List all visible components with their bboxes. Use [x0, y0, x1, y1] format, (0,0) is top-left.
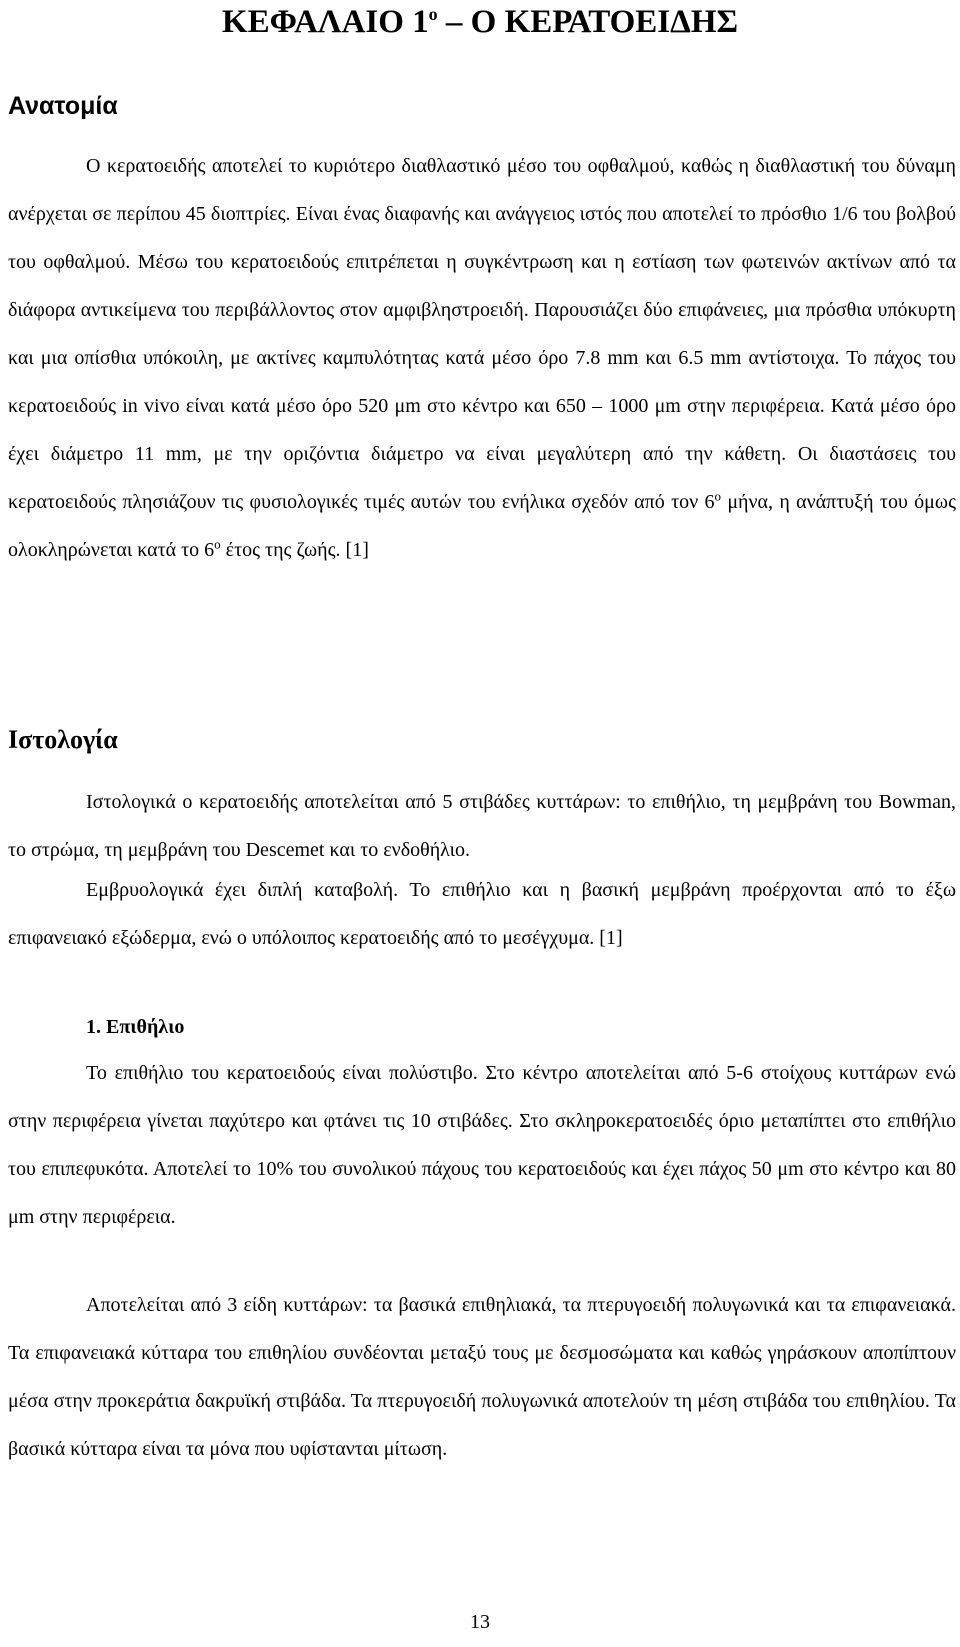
epithelium-paragraph-2: Αποτελείται από 3 είδη κυττάρων: τα βασικά επιθηλιακά, τα πτερυγοειδή πολυγωνικά και τα επιφανειακά. Τα επιφανειακά κύτταρα του επιθηλίου συνδέονται μεταξύ τους με δεσμοσώματα και καθώς γηράσκουν αποπίπτουν μέσα στην προκεράτια δακρυϊκή στιβάδα. Τα πτερυγοειδή πολυγωνικά αποτελούν τη μέση στιβάδα του επιθηλίου. Τα βασικά κύτταρα είναι τα μόνα που υφίστανται μίτωση. [8, 1294, 956, 1460]
histology-paragraph-1: Ιστολογικά ο κερατοειδής αποτελείται από 5 στιβάδες κυττάρων: το επιθήλιο, τη μεμβράνη του Bowman, το στρώμα, τη μεμβράνη του Descemet και το ενδοθήλιο. [8, 791, 956, 861]
anatomy-superscript-2: ο [214, 536, 221, 552]
histology-heading: Ιστολογία [8, 725, 118, 754]
anatomy-text-part2: μήνα, η ανάπτυξή του όμως ολοκληρώνεται κατά το 6 [8, 491, 956, 561]
anatomy-superscript-1: ο [714, 488, 721, 504]
anatomy-text-part3: έτος της ζωής. [1] [220, 539, 369, 561]
anatomy-text-part1: Ο κερατοειδής αποτελεί το κυριότερο διαθλαστικό μέσο του οφθαλμού, καθώς η διαθλαστική του δύναμη ανέρχεται σε περίπου 45 διοπτρίες. Είναι ένας διαφανής και ανάγγειος ιστός που αποτελεί το πρόσθιο 1/6 του βολβού του οφθαλμού. Μέσω του κερατοειδούς επιτρέπεται η συγκέντρωση και η εστίαση των φωτεινών ακτίνων από τα διάφορα αντικείμενα του περιβάλλοντος στον αμφιβληστροειδή. Παρουσιάζει δύο επιφάνειες, μια πρόσθια υπόκυρτη και μια οπίσθια υπόκοιλη, με ακτίνες καμπυλότητας κατά μέσο όρο 7.8 mm και 6.5 mm αντίστοιχα. Το πάχος του κερατοειδούς in vivo είναι κατά μέσο όρο 520 μm στο κέντρο και 650 – 1000 μm στην περιφέρεια. Κατά μέσο όρο έχει διάμετρο 11 mm, με την οριζόντια διάμετρο να είναι μεγαλύτερη από την κάθετη. Οι διαστάσεις του κερατοειδούς πλησιάζουν τις φυσιολογικές τιμές αυτών του ενήλικα σχεδόν από τον 6 [8, 155, 956, 513]
histology-paragraph-2: Εμβρυολογικά έχει διπλή καταβολή. Το επιθήλιο και η βασική μεμβράνη προέρχονται από το έξω επιφανειακό εξώδερμα, ενώ ο υπόλοιπος κερατοειδής από το μεσέγχυμα. [1] [8, 879, 956, 949]
chapter-title-rest: – Ο ΚΕΡΑΤΟΕΙΔΗΣ [437, 4, 739, 40]
anatomy-heading: Ανατομία [8, 92, 118, 120]
page-number: 13 [470, 1611, 490, 1633]
chapter-title-superscript: ο [428, 4, 438, 24]
chapter-title-main: ΚΕΦΑΛΑΙΟ 1 [221, 4, 429, 40]
epithelium-subheading: 1. Επιθήλιο [86, 1016, 185, 1038]
anatomy-paragraph [8, 142, 956, 574]
epithelium-paragraph-1: Το επιθήλιο του κερατοειδούς είναι πολύστιβο. Στο κέντρο αποτελείται από 5-6 στοίχους κυττάρων ενώ στην περιφέρεια γίνεται παχύτερο και φτάνει τις 10 στιβάδες. Στο σκληροκερατοειδές όριο μεταπίπτει στο επιθήλιο του επιπεφυκότα. Αποτελεί το 10% του συνολικού πάχους του κερατοειδούς και έχει πάχος 50 μm στο κέντρο και 80 μm στην περιφέρεια. [8, 1062, 956, 1228]
chapter-title [0, 2, 960, 42]
